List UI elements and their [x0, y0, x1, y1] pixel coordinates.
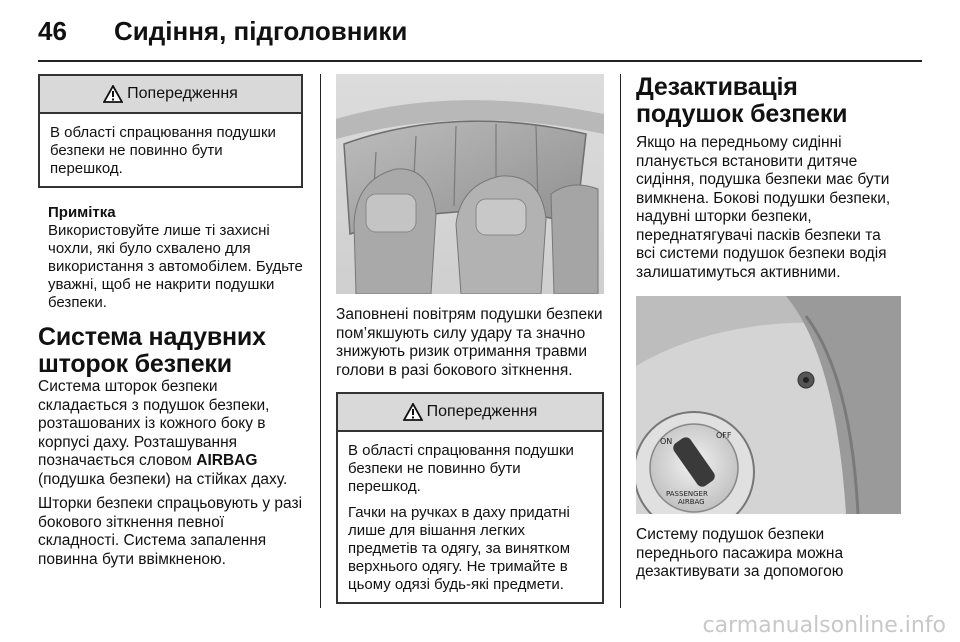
section-title-airbag-deactivation: Дезактивація подушок безпеки — [636, 73, 848, 128]
airbag-deactivation-switch-photo — [636, 296, 901, 514]
airbag-label: AIRBAG — [196, 452, 258, 469]
warning-triangle-icon — [403, 403, 423, 421]
warning-title: Попередження — [426, 403, 538, 420]
warning-text: В області спрацювання подушки безпеки не повинно бути перешкод. — [50, 124, 276, 177]
switch-label-passenger: PASSENGER — [666, 490, 708, 498]
column-divider — [320, 74, 321, 608]
switch-label-off: OFF — [716, 431, 732, 440]
note-text: Використовуйте лише ті захисні чохли, які було схвалено для використання з автомобілем. Будьте уважні, щоб не накрити подушки безпеки. — [48, 222, 303, 311]
image-caption: Заповнені повітрям подушки безпеки пом’якшують силу удару та значно знижують ризик отримання травми голови в разі бокового зіткнення. — [336, 306, 603, 379]
note-block — [38, 204, 303, 312]
paragraph: Шторки безпеки спрацьовують у разі бокового зіткнення певної складності. Система запалення повинна бути ввімкненою. — [38, 495, 303, 568]
curtain-airbag-illustration — [336, 74, 604, 294]
column-divider — [620, 74, 621, 608]
switch-label-airbag: AIRBAG — [678, 498, 705, 506]
note-title: Примітка — [48, 204, 116, 221]
warning-body — [40, 114, 301, 186]
warning-title: Попередження — [127, 85, 238, 102]
warning-box — [336, 392, 604, 604]
page-header — [38, 16, 922, 62]
warning-header — [338, 394, 602, 432]
chapter-title: Сидіння, підголовники — [114, 16, 408, 46]
column-2 — [336, 74, 604, 604]
paragraph: Якщо на передньому сидінні планується встановити дитяче сидіння, подушка безпеки має бути вимкнена. Бокові подушки безпеки, надувні шторки безпеки, переднатягувачі пасків безпеки та всі системи подушок безпеки водія залишатимуться активними. — [636, 134, 891, 281]
warning-body — [338, 432, 602, 602]
column-1 — [38, 74, 303, 569]
warning-text: Гачки на ручках в даху придатні лише для вішання легких предметів та одягу, за винятком верхнього одягу. Не тримайте в цьому одязі будь-які предмети. — [348, 504, 571, 593]
section-title-curtain-airbags: Система надувних шторок безпеки — [38, 323, 266, 378]
image-caption: Систему подушок безпеки переднього пасажира можна дезактивувати за допомогою — [636, 526, 844, 580]
warning-header — [40, 76, 301, 114]
watermark: carmanualsonline.info — [702, 613, 946, 638]
column-3 — [636, 74, 901, 582]
warning-text: В області спрацювання подушки безпеки не повинно бути перешкод. — [348, 442, 574, 495]
warning-box — [38, 74, 303, 188]
paragraph: Система шторок безпеки складається з подушок безпеки, розташованих із кожного боку в корпусі даху. Розташування позначається словом AIRBAG (подушка безпеки) на стійках даху. — [38, 378, 288, 488]
page-number: 46 — [38, 16, 67, 46]
warning-triangle-icon — [103, 85, 123, 103]
switch-label-on: ON — [660, 437, 673, 446]
